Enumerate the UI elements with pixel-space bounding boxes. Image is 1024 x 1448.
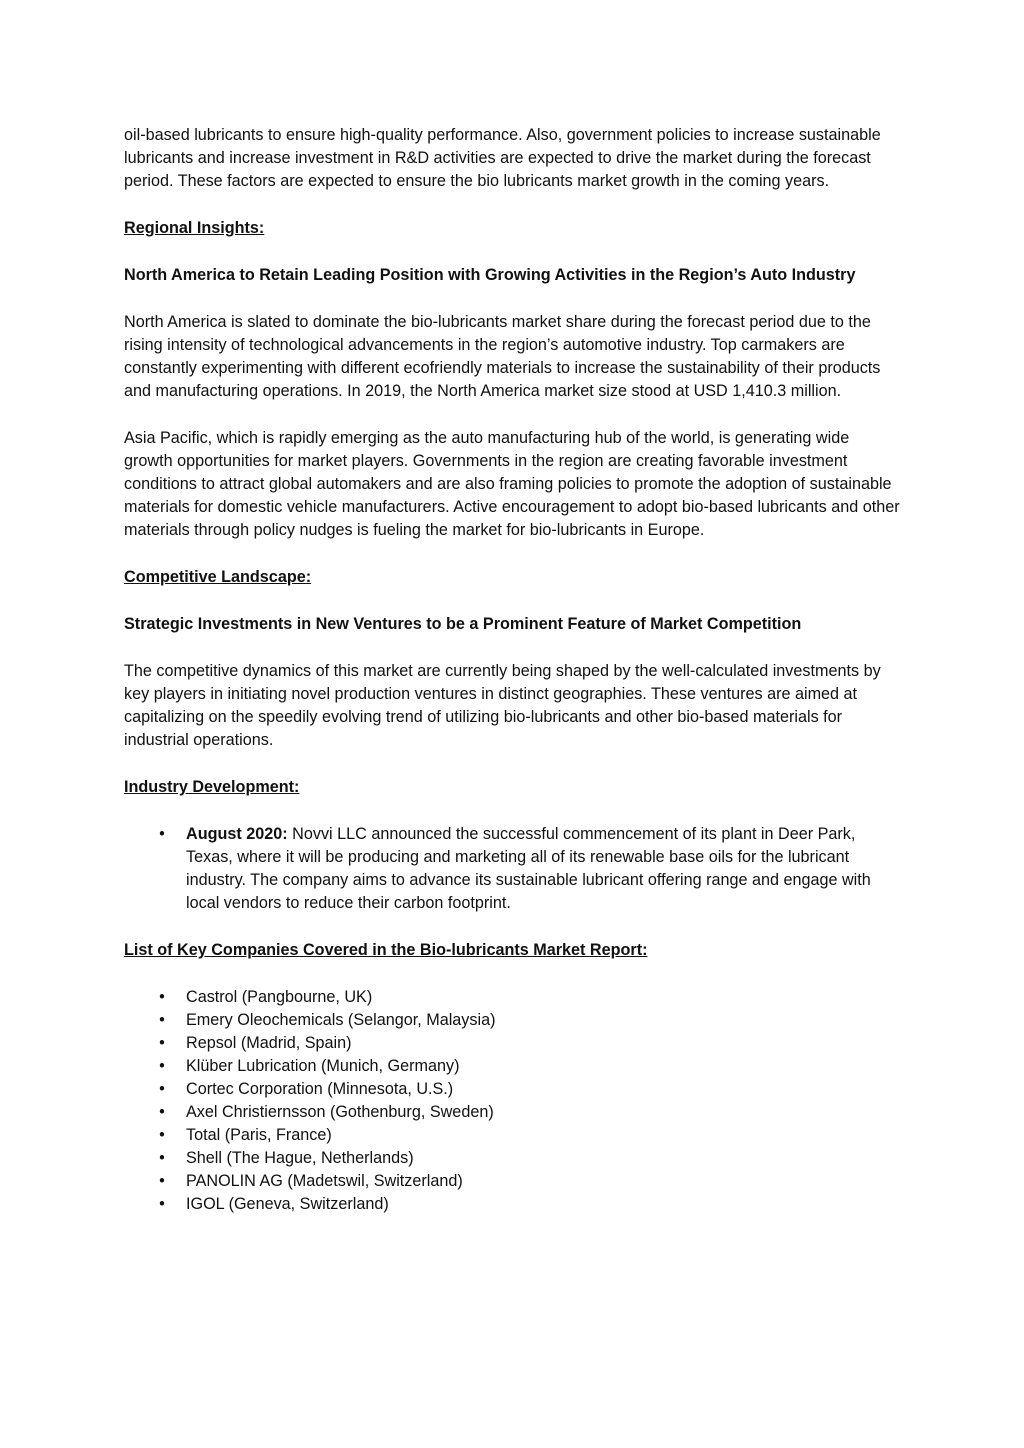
asia-pacific-paragraph: Asia Pacific, which is rapidly emerging as the auto manufacturing hub of the world, is generating wide growth opportunities for market players. Governments in the region are creating favorable investment conditions to attract global automakers and are also framing policies to promote the adoption of sustainable materials for domestic vehicle manufacturers. Active encouragement to adopt bio-based lubricants and other materials through policy nudges is fueling the market for bio-lubricants in Europe. xyxy=(124,429,900,539)
company-name: PANOLIN AG (Madetswil, Switzerland) xyxy=(186,1172,463,1190)
bullet-icon: • xyxy=(159,1126,165,1144)
bullet-icon: • xyxy=(159,825,165,843)
bullet-icon: • xyxy=(159,1195,165,1213)
company-name: IGOL (Geneva, Switzerland) xyxy=(186,1195,389,1213)
company-name: Repsol (Madrid, Spain) xyxy=(186,1034,352,1052)
company-name: Axel Christiernsson (Gothenburg, Sweden) xyxy=(186,1103,494,1121)
bullet-icon: • xyxy=(159,988,165,1006)
competitive-landscape-heading: Competitive Landscape: xyxy=(124,568,312,586)
bullet-icon: • xyxy=(159,1034,165,1052)
north-america-paragraph: North America is slated to dominate the bio-lubricants market share during the forecast period due to the rising intensity of technological advancements in the region’s automotive industry. Top carmakers are constantly experimenting with different ecofriendly materials to increase the sustainability of their products and manufacturing operations. In 2019, the North America market size stood at USD 1,410.3 million. xyxy=(124,313,881,400)
list-item xyxy=(124,986,900,1009)
list-item xyxy=(124,1032,900,1055)
bullet-icon: • xyxy=(159,1172,165,1190)
company-name: Castrol (Pangbourne, UK) xyxy=(186,988,373,1006)
bullet-icon: • xyxy=(159,1149,165,1167)
list-item xyxy=(124,1055,900,1078)
bullet-icon: • xyxy=(159,1057,165,1075)
list-item xyxy=(124,1101,900,1124)
list-item xyxy=(124,1193,900,1216)
company-name: Cortec Corporation (Minnesota, U.S.) xyxy=(186,1080,454,1098)
competitive-paragraph: The competitive dynamics of this market are currently being shaped by the well-calculated investments by key players in initiating novel production ventures in distinct geographies. These ventures are aimed at capitalizing on the speedily evolving trend of utilizing bio-lubricants and other bio-based materials for industrial operations. xyxy=(124,662,881,749)
key-companies-list xyxy=(124,986,900,1216)
company-name: Klüber Lubrication (Munich, Germany) xyxy=(186,1057,460,1075)
intro-paragraph: oil-based lubricants to ensure high-quality performance. Also, government policies to increase sustainable lubricants and increase investment in R&D activities are expected to drive the market during the forecast period. These factors are expected to ensure the bio lubricants market growth in the coming years. xyxy=(124,126,881,190)
company-name: Shell (The Hague, Netherlands) xyxy=(186,1149,414,1167)
regional-subheading: North America to Retain Leading Position with Growing Activities in the Region’s Auto Industry xyxy=(124,266,856,284)
list-item xyxy=(124,823,900,915)
industry-development-heading: Industry Development: xyxy=(124,778,300,796)
list-item xyxy=(124,1147,900,1170)
document-page xyxy=(124,124,900,1216)
regional-insights-heading: Regional Insights: xyxy=(124,219,265,237)
competitive-subheading: Strategic Investments in New Ventures to be a Prominent Feature of Market Competition xyxy=(124,615,802,633)
list-item xyxy=(124,1009,900,1032)
key-companies-heading: List of Key Companies Covered in the Bio-lubricants Market Report: xyxy=(124,941,648,959)
development-text: Novvi LLC announced the successful commencement of its plant in Deer Park, Texas, where it will be producing and marketing all of its renewable base oils for the lubricant industry. The company aims to advance its sustainable lubricant offering range and engage with local vendors to reduce their carbon footprint. xyxy=(186,825,871,912)
industry-development-list xyxy=(124,823,900,915)
company-name: Total (Paris, France) xyxy=(186,1126,332,1144)
bullet-icon: • xyxy=(159,1080,165,1098)
development-date: August 2020: xyxy=(186,825,288,843)
list-item xyxy=(124,1124,900,1147)
bullet-icon: • xyxy=(159,1011,165,1029)
list-item xyxy=(124,1078,900,1101)
list-item xyxy=(124,1170,900,1193)
company-name: Emery Oleochemicals (Selangor, Malaysia) xyxy=(186,1011,496,1029)
bullet-icon: • xyxy=(159,1103,165,1121)
